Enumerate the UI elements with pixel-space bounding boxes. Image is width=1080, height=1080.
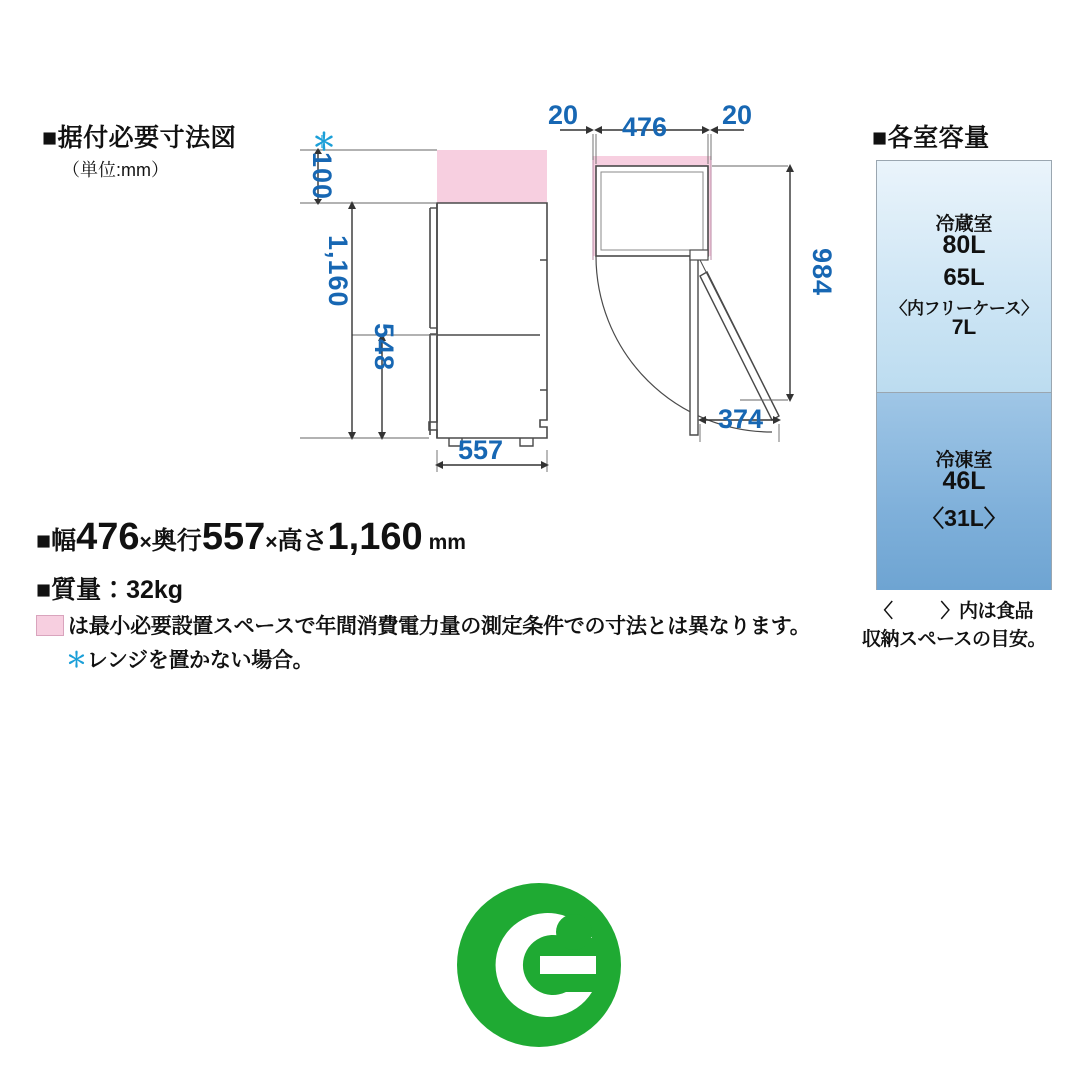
note-asterisk-mark: ＊: [66, 649, 87, 672]
capacity-title: ■各室容量: [872, 124, 990, 152]
note-asterisk-text: レンジを置かない場合。: [86, 649, 314, 672]
fridge-free-case-label: 〈内フリーケース〉: [890, 299, 1038, 318]
spec-depth-label: 奥行: [151, 527, 202, 555]
freezer-compartment: [877, 393, 1051, 590]
spec-height-value: 1,160: [327, 516, 423, 558]
dim-total-height: 1,160: [323, 235, 353, 308]
dim-depth: 557: [458, 435, 504, 465]
dim-inner-height: 548: [369, 323, 399, 372]
freezer-sub-capacity: 〈31L〉: [921, 505, 1007, 531]
unit-label: （単位:mm）: [62, 160, 169, 180]
pink-legend-chip: [36, 615, 64, 636]
fridge-free-case-value: 7L: [951, 316, 977, 339]
spec-width-label: 幅: [51, 527, 77, 555]
fridge-capacity: 80L: [942, 231, 986, 259]
spec-depth-value: 557: [201, 516, 266, 558]
dim-gap-left: 20: [548, 100, 579, 130]
e-mark-logo: [454, 880, 624, 1050]
fridge-sub-capacity: 65L: [943, 264, 985, 291]
capacity-diagram: [876, 160, 1052, 590]
dim-gap-right: 20: [722, 100, 753, 130]
fridge-name: 冷蔵室: [935, 214, 993, 235]
fridge-compartment: [877, 161, 1051, 393]
note-pink-text: は最小必要設置スペースで年間消費電力量の測定条件での寸法とは異なります。: [68, 615, 811, 638]
bracket-open: 〈: [890, 299, 907, 318]
freezer-capacity: 46L: [942, 467, 986, 495]
dim-top-clearance: 100: [307, 152, 337, 201]
spec-dimensions-line: [36, 516, 466, 559]
dim-swing-height: 984: [807, 248, 837, 297]
spec-times-1: ×: [139, 531, 152, 554]
asterisk-marker: ＊: [312, 129, 336, 156]
capacity-footnote-line2: 収納スペースの目安。: [862, 629, 1047, 650]
spec-width-value: 476: [76, 516, 140, 558]
spec-mass-line: ■質量：32kg: [36, 576, 184, 604]
spec-bullet: ■: [36, 527, 52, 555]
page-title: ■据付必要寸法図: [42, 124, 237, 152]
note-pink-area: [36, 610, 810, 640]
spec-height-label: 高さ: [277, 527, 328, 555]
note-asterisk: [66, 644, 313, 674]
spec-unit: mm: [428, 531, 466, 554]
dim-door-open-depth: 374: [718, 404, 764, 434]
freezer-name: 冷凍室: [935, 450, 993, 471]
bracket-close: 〉: [1020, 299, 1038, 318]
spec-times-2: ×: [265, 531, 278, 554]
dim-width: 476: [622, 112, 668, 142]
capacity-footnote-line1: 〈 〉内は食品: [874, 601, 1034, 622]
